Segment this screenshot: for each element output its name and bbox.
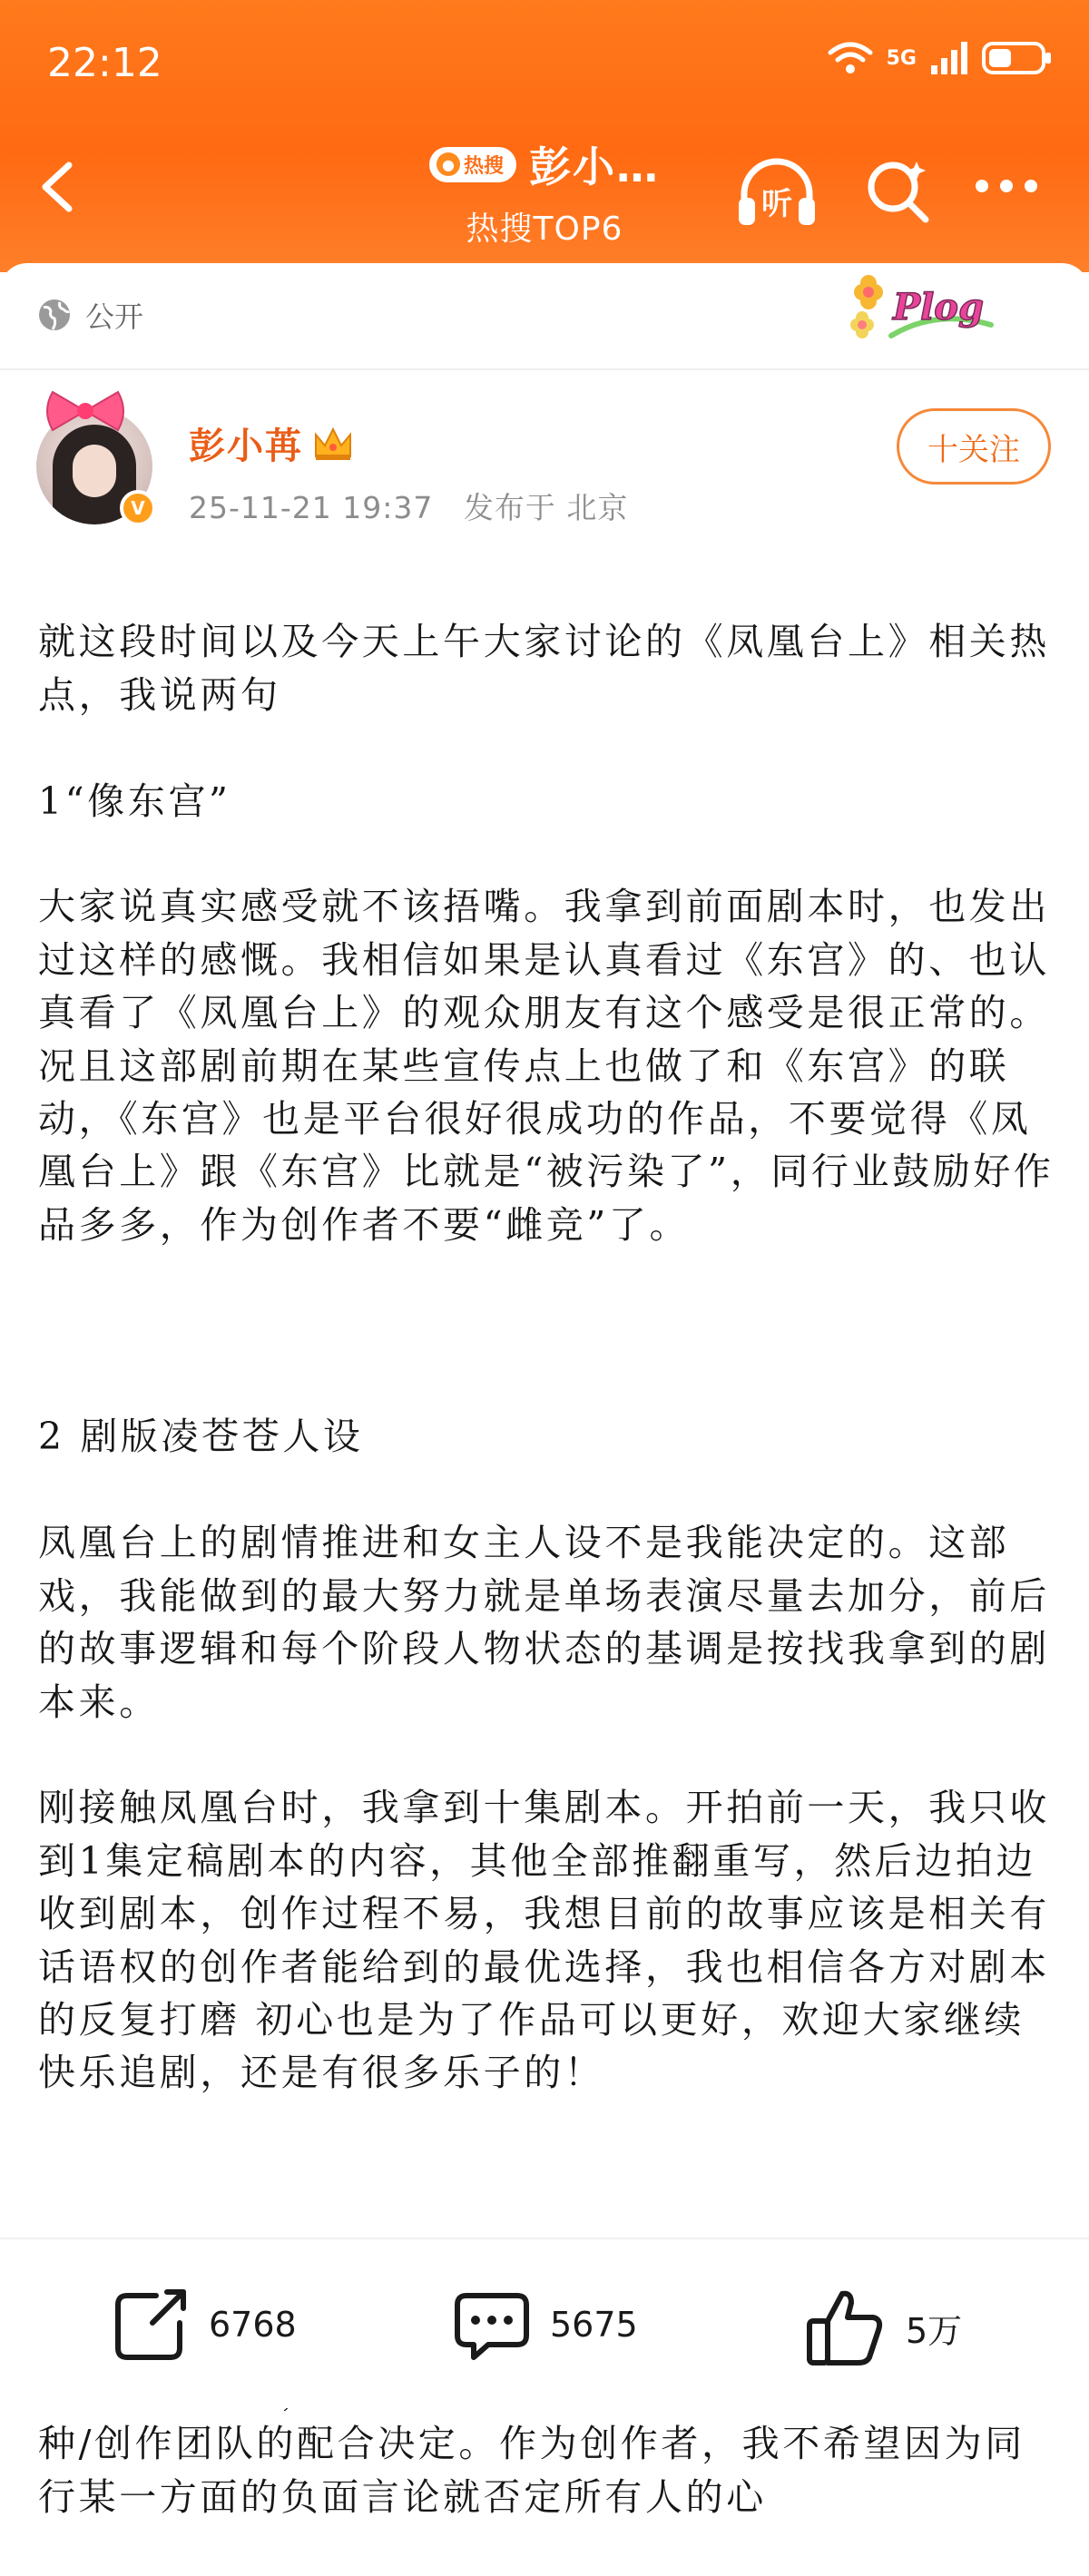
author-name-row[interactable] [189, 417, 354, 469]
top-bar [0, 0, 1089, 272]
plog-label: Plog [893, 286, 984, 328]
hot-search-badge: ● 热搜 [429, 147, 516, 182]
crown-icon [312, 426, 354, 462]
post-paragraph: 1“像东宫” [38, 779, 231, 823]
listen-label: 听 [761, 186, 792, 222]
post-meta [189, 485, 628, 527]
status-icons [827, 40, 1053, 76]
author-name[interactable]: 彭小苒 [189, 426, 303, 467]
visibility-row [36, 294, 143, 336]
topic-rank: 热搜TOP6 [466, 211, 623, 248]
post-paragraph: 刚接触凤凰台时，我拿到十集剧本。开拍前一天，我只收到1集定稿剧本的内容，其他全部推翻重写，然后边拍边收到剧本，创作过程不易，我想目前的故事应该是相关有话语权的创作者能给到的最优选择，我也相信各方对剧本的反复打磨 初心也是为了作品可以更好，欢迎大家继续快乐追剧，还是有很多乐子的！ [38, 1786, 1050, 2095]
comment-button[interactable] [454, 2287, 638, 2363]
comment-count: 5675 [550, 2305, 638, 2345]
paragraph-gap [38, 1305, 1064, 1357]
divider [0, 368, 1089, 370]
paragraph-gap [38, 2152, 1064, 2205]
flame-icon: ● [437, 152, 460, 176]
share-button[interactable] [113, 2287, 297, 2363]
plog-sticker-icon[interactable] [837, 272, 1009, 352]
more-icon[interactable] [973, 172, 1040, 200]
battery-icon [982, 40, 1053, 76]
post-paragraph: 就这段时间以及今天上午大家讨论的《凤凰台上》相关热点，我说两句 [38, 620, 1050, 717]
post-paragraph: 2 剧版凌苍苍人设 [38, 1415, 364, 1459]
like-button[interactable] [804, 2287, 962, 2368]
topic-title: 彭小… [529, 142, 660, 191]
status-time: 22:12 [47, 40, 162, 86]
post-location: 发布于 北京 [463, 490, 629, 525]
share-icon [113, 2287, 189, 2363]
like-count: 5万 [906, 2310, 963, 2351]
share-count: 6768 [209, 2305, 297, 2345]
post-paragraph: 大家说真实感受就不该捂嘴。我拿到前面剧本时，也发出过这样的感慨。我相信如果是认真看过《东宫》的、也认真看了《凤凰台上》的观众朋友有这个感受是很正常的。况且这部剧前期在某些宣传点上也做了和《东宫》的联动，《东宫》也是平台很好很成功的作品，不要觉得《凤凰台上》跟《东宫》比就是“被污染了”，同行业鼓励好作品多多，作为创作者不要“雌竞”了。 [38, 885, 1055, 1247]
post-card [0, 263, 1089, 2519]
comment-icon [454, 2287, 530, 2363]
post-paragraph: 凤凰台上的剧情推进和女主人设不是我能决定的。这部戏，我能做到的最大努力就是单场表演尽量去加分，前后的故事逻辑和每个阶段人物状态的基调是按找我拿到的剧本来。 [38, 1521, 1050, 1724]
search-icon[interactable] [862, 154, 935, 227]
listen-headphone-icon[interactable] [735, 154, 819, 230]
visibility-label: 公开 [85, 299, 144, 334]
globe-icon [36, 297, 73, 333]
wifi-icon [827, 40, 874, 76]
follow-button[interactable]: 十关注 [897, 408, 1051, 485]
bow-decoration-icon [40, 388, 131, 434]
post-timestamp: 25-11-21 19:37 [189, 490, 434, 525]
action-bar [0, 2238, 1089, 2408]
signal-icon [929, 40, 969, 76]
thumbs-up-icon [804, 2287, 886, 2368]
verified-badge-icon: V [120, 490, 156, 526]
post-paragraph: 种/创作团队的配合决定。作为创作者，我不希望因为同行某一方面的负面言论就否定所有人的心 [38, 2422, 1025, 2519]
network-type: 5G [886, 46, 917, 70]
